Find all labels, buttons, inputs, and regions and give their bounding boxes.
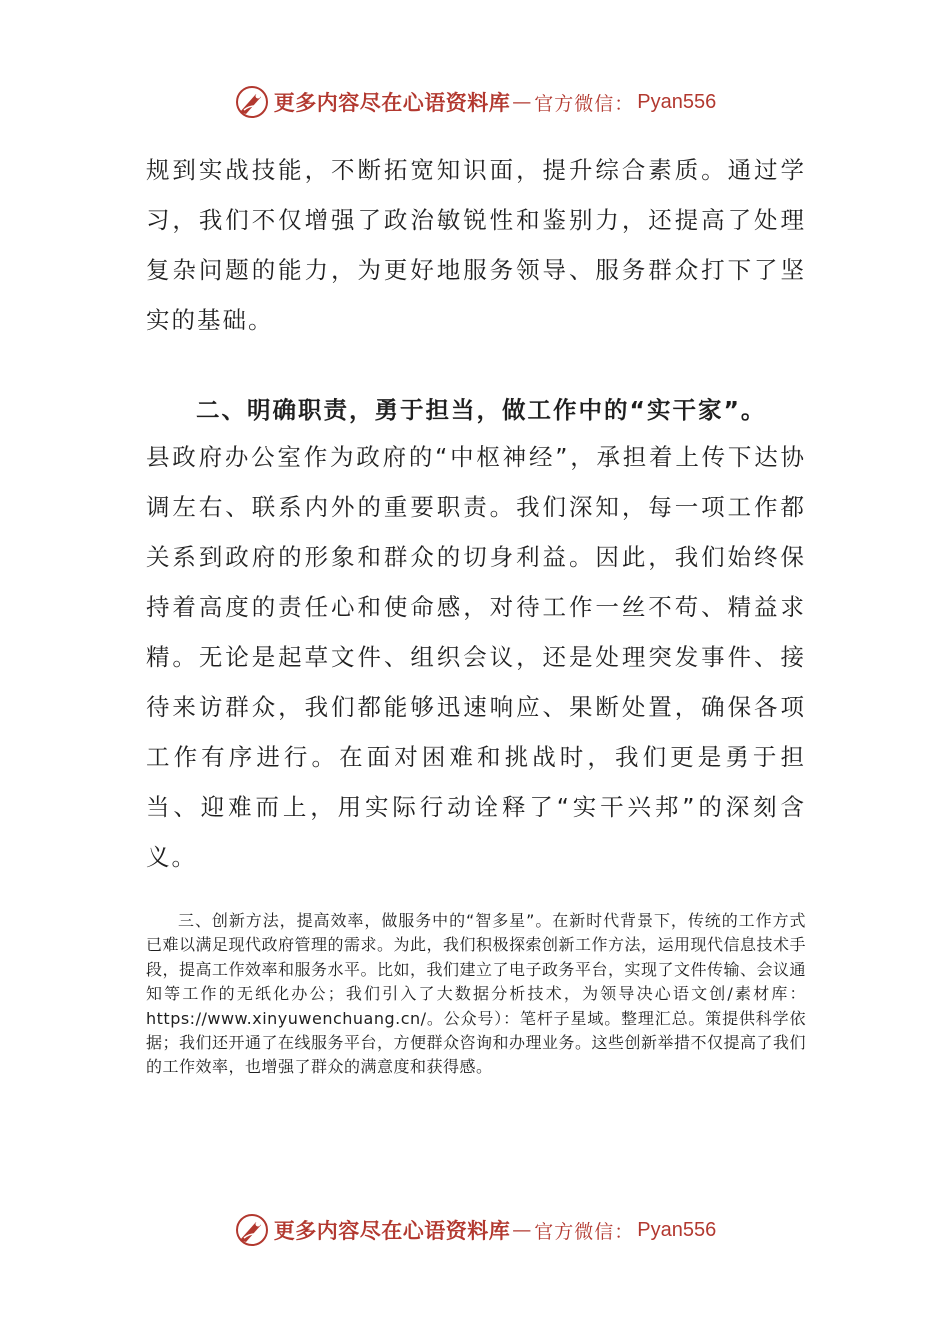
footer-banner-dash: — bbox=[512, 1219, 533, 1241]
footer-banner-contact-label: 官方微信： bbox=[534, 1220, 635, 1243]
banner-title: 更多内容尽在心语资料库 bbox=[273, 90, 511, 115]
paragraph-3: 三、创新方法，提高效率，做服务中的“智多星”。在新时代背景下，传统的工作方式已难以满足现代政府管理的需求。为此，我们积极探索创新工作方法，运用现代信息技术手段，提高工作效率和服务水平。比如，我们建立了电子政务平台，实现了文件传输、会议通知等工作的无纸化办公；我们引入了大数据分析技术，为领导决心语文创/素材库：https://www.xinyuwenchuang.cn/。公众号）：笔杆子星域。整理汇总。策提供科学依据；我们还开通了在线服务平台，方便群众咨询和办理业务。这些创新举措不仅提高了我们的工作效率，也增强了群众的满意度和获得感。 bbox=[146, 911, 807, 1077]
pen-nib-icon bbox=[234, 1212, 270, 1248]
footer-banner-contact-id: Pyan556 bbox=[637, 1218, 717, 1241]
banner-dash: — bbox=[512, 91, 533, 113]
paragraph-1: 规到实战技能，不断拓宽知识面，提升综合素质。通过学习，我们不仅增强了政治敏锐性和鉴别力，还提高了处理复杂问题的能力，为更好地服务领导、服务群众打下了坚实的基础。 bbox=[146, 156, 806, 334]
section-heading-2: 二、明确职责，勇于担当，做工作中的“实干家”。 bbox=[196, 396, 767, 424]
banner-contact-id: Pyan556 bbox=[637, 90, 717, 113]
header-banner bbox=[0, 82, 950, 122]
footer-banner-title: 更多内容尽在心语资料库 bbox=[273, 1218, 511, 1243]
footer-banner bbox=[0, 1210, 950, 1250]
paragraph-2: 县政府办公室作为政府的“中枢神经”，承担着上传下达协调左右、联系内外的重要职责。我们深知，每一项工作都关系到政府的形象和群众的切身利益。因此，我们始终保持着高度的责任心和使命感，对待工作一丝不苟、精益求精。无论是起草文件、组织会议，还是处理突发事件、接待来访群众，我们都能够迅速响应、果断处置，确保各项工作有序进行。在面对困难和挑战时，我们更是勇于担当、迎难而上，用实际行动诠释了“实干兴邦”的深刻含义。 bbox=[146, 443, 806, 871]
banner-contact-label: 官方微信： bbox=[534, 92, 635, 115]
pen-nib-icon bbox=[234, 84, 270, 120]
